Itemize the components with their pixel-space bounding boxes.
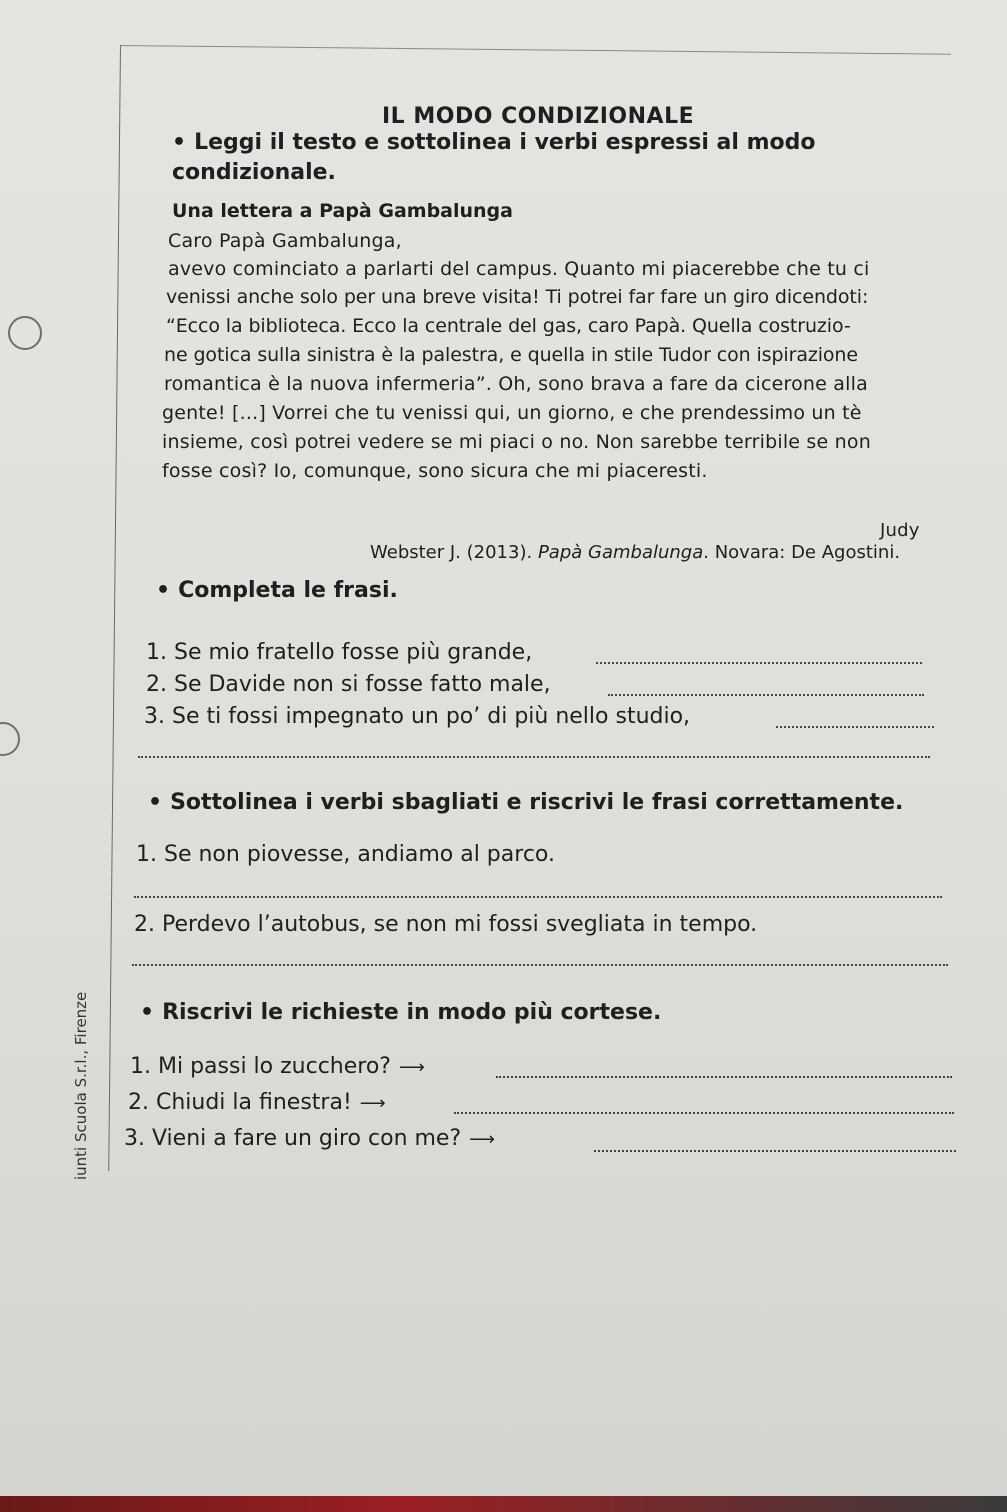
desk-edge: [0, 1496, 1007, 1512]
exercise1-instruction: • Leggi il testo e sottolinea i verbi espressi al modo: [172, 130, 816, 155]
answer-line[interactable]: [776, 726, 934, 728]
exercise3-item: 2. Perdevo l’autobus, se non mi fossi svegliata in tempo.: [134, 912, 758, 937]
letter-line: romantica è la nuova infermeria”. Oh, sono brava a fare da cicerone alla: [164, 373, 868, 395]
exercise4-item-text: 1. Mi passi lo zucchero?: [130, 1054, 391, 1079]
letter-source: [370, 542, 900, 563]
exercise2-item: 3. Se ti fossi impegnato un po’ di più nello studio,: [144, 704, 691, 729]
exercise1-instruction-cont: condizionale.: [172, 160, 336, 185]
answer-line[interactable]: [496, 1076, 952, 1078]
arrow-right-icon: ⟶: [359, 1093, 386, 1114]
source-author: Webster J. (2013).: [370, 542, 538, 563]
letter-line: “Ecco la biblioteca. Ecco la centrale del gas, caro Papà. Quella costruzio-: [166, 315, 851, 337]
arrow-right-icon: ⟶: [469, 1129, 495, 1150]
exercise2-item: 1. Se mio fratello fosse più grande,: [146, 640, 533, 665]
letter-line: gente! [...] Vorrei che tu venissi qui, un giorno, e che prendessimo un tè: [162, 402, 862, 424]
exercise4-item: [128, 1090, 394, 1115]
answer-line[interactable]: [134, 896, 942, 898]
letter-signature: Judy: [880, 520, 920, 541]
letter-line: insieme, così potrei vedere se mi piaci o no. Non sarebbe terribile se non: [162, 431, 871, 453]
exercise4-item: [124, 1126, 503, 1151]
answer-line[interactable]: [132, 964, 948, 966]
arrow-right-icon: ⟶: [398, 1057, 425, 1078]
exercise4-instruction: • Riscrivi le richieste in modo più cortese.: [140, 1000, 661, 1025]
letter-line: avevo cominciato a parlarti del campus. Quanto mi piacerebbe che tu ci: [168, 258, 870, 280]
letter-line: venissi anche solo per una breve visita! Ti potrei far fare un giro dicendoti:: [166, 286, 869, 308]
exercise3-item: 1. Se non piovesse, andiamo al parco.: [136, 842, 555, 867]
source-publisher: . Novara: De Agostini.: [703, 542, 901, 563]
source-book-title: Papà Gambalunga: [537, 542, 704, 563]
exercise3-instruction: • Sottolinea i verbi sbagliati e riscrivi le frasi correttamente.: [148, 790, 903, 815]
answer-line[interactable]: [594, 1150, 956, 1152]
exercise4-item-text: 3. Vieni a fare un giro con me?: [124, 1126, 462, 1151]
answer-line[interactable]: [454, 1112, 954, 1114]
answer-line[interactable]: [608, 694, 924, 696]
letter-title: Una lettera a Papà Gambalunga: [172, 200, 513, 222]
exercise2-instruction: • Completa le frasi.: [156, 578, 398, 603]
exercise4-item-text: 2. Chiudi la finestra!: [128, 1090, 352, 1115]
letter-salutation: Caro Papà Gambalunga,: [168, 230, 402, 252]
exercise2-item: 2. Se Davide non si fosse fatto male,: [146, 672, 551, 697]
letter-line: fosse così? Io, comunque, sono sicura che mi piaceresti.: [162, 460, 708, 482]
answer-line[interactable]: [138, 756, 930, 758]
exercise4-item: [130, 1054, 433, 1079]
answer-line[interactable]: [596, 662, 922, 664]
page-title: IL MODO CONDIZIONALE: [382, 104, 695, 129]
publisher-credit: iunti Scuola S.r.l., Firenze: [72, 991, 90, 1180]
letter-line: ne gotica sulla sinistra è la palestra, e quella in stile Tudor con ispirazione: [164, 344, 858, 366]
